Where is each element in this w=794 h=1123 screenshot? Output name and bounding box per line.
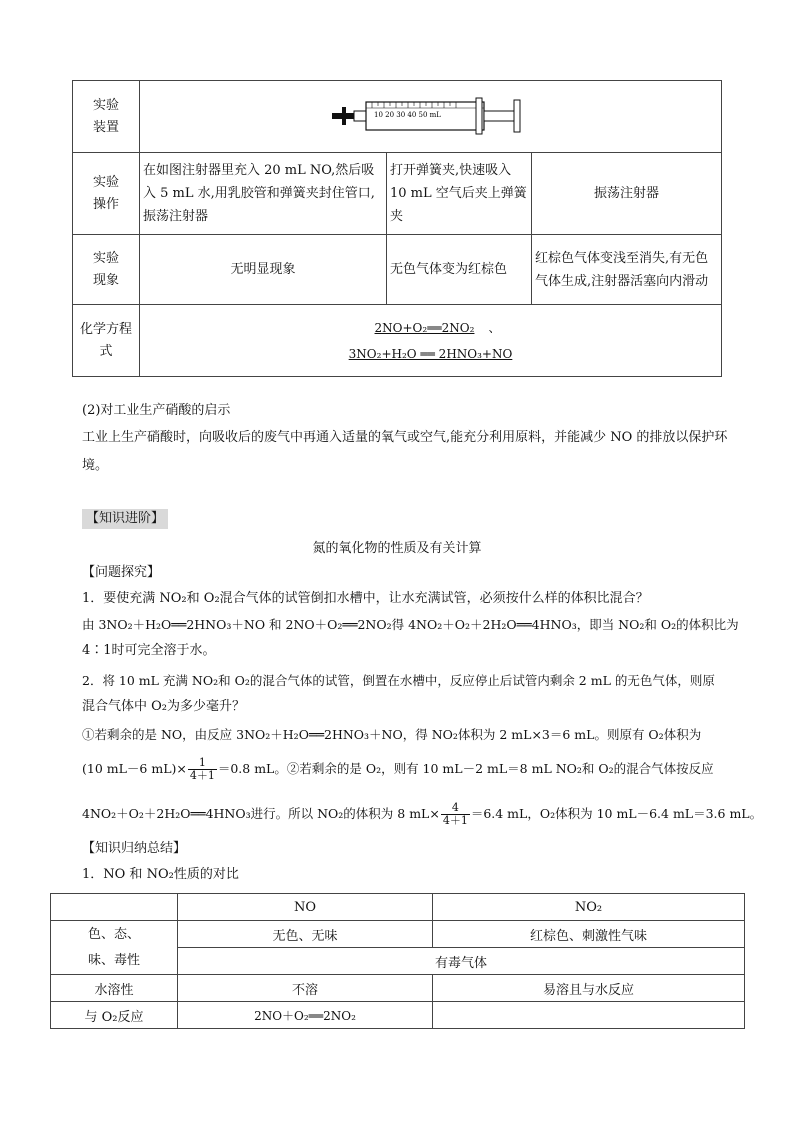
advanced-tag-wrap (82, 508, 742, 530)
phenomenon-1-text: 无明显现象 (230, 262, 296, 277)
phenomenon-3-text: 红棕色气体变浅至消失,有无色气体生成,注射器活塞向内滑动 (535, 250, 709, 289)
section2-heading: (2)对工业生产硝酸的启示 (82, 403, 231, 418)
phenomenon-2 (387, 235, 532, 305)
table2-row-o2-no2 (433, 1002, 745, 1029)
syringe-clip-head (342, 107, 346, 125)
table2-row-color-label-text: 色、态、味、毒性 (87, 926, 140, 968)
answer-1-line-2: 4∶1时可完全溶于水。 (82, 643, 216, 658)
answer-2-line-2-pre: (10 mL－6 mL)× (82, 761, 187, 776)
phenomenon-1 (140, 235, 387, 305)
fraction-2 (441, 802, 470, 827)
table2-row-solubility-no: 不溶 (178, 975, 433, 1002)
operation-step-1 (140, 153, 387, 235)
operation-step-3-text: 振荡注射器 (593, 186, 659, 201)
table2-header-no: NO (178, 894, 433, 921)
header-apparatus-text: 实验装置 (92, 97, 119, 135)
header-equation-text: 化学方程式 (79, 321, 132, 359)
fraction-2-num: 4 (441, 802, 470, 815)
table2-row-solubility-no2: 易溶且与水反应 (433, 975, 745, 1002)
summary-subheading: 1．NO 和 NO₂性质的对比 (82, 867, 239, 882)
table2-row-o2-no: 2NO＋O₂══2NO₂ (178, 1002, 433, 1029)
operation-step-1-text: 在如图注射器里充入 20 mL NO,然后吸入 5 mL 水,用乳胶管和弹簧夹封住管口,振荡注射器 (143, 163, 375, 224)
operation-step-3 (532, 153, 722, 235)
table2-row-color-label (51, 921, 178, 975)
section2-body: 工业上生产硝酸时，向吸收后的废气中再通入适量的氧气或空气,能充分利用原料，并能减少 NO 的排放以保护环境。 (82, 430, 728, 473)
equation-2: 3NO₂+H₂O ══ 2HNO₃+NO (348, 346, 513, 361)
equation-1: 2NO+O₂══2NO₂ (374, 320, 475, 335)
operation-step-2 (387, 153, 532, 235)
answer-2-line-2-post: ＝0.8 mL。②若剩余的是 O₂，则有 10 mL－2 mL＝8 mL NO₂和 O₂的混合气体按反应 (217, 761, 714, 776)
header-phenomenon-text: 实验现象 (92, 250, 119, 288)
advanced-tag: 【知识进阶】 (82, 509, 168, 529)
operation-step-2-text: 打开弹簧夹,快速吸入 10 mL 空气后夹上弹簧夹 (390, 163, 527, 224)
syringe-illustration (330, 94, 530, 140)
header-phenomenon (73, 235, 140, 305)
phenomenon-3 (532, 235, 722, 305)
header-operation (73, 153, 140, 235)
header-operation-text: 实验操作 (92, 174, 119, 212)
fraction-1-num: 1 (188, 757, 217, 770)
syringe-plunger-thumb (514, 100, 520, 132)
equation-1-suffix: 、 (488, 320, 501, 335)
table2-row-solubility-label: 水溶性 (51, 975, 178, 1002)
table2-header-no2: NO₂ (433, 894, 745, 921)
syringe-plunger-disk (476, 98, 482, 134)
header-equation (73, 305, 140, 377)
answer-2-line-3 (82, 797, 772, 831)
fraction-1-den: 4＋1 (189, 769, 215, 782)
table2-row-toxicity-shared: 有毒气体 (178, 948, 745, 975)
advanced-title: 氮的氧化物的性质及有关计算 (312, 541, 482, 556)
question-1: 1．要使充满 NO₂和 O₂混合气体的试管倒扣水槽中，让水充满试管，必须按什么样的体积比混合？ (82, 591, 649, 606)
equation-cell (140, 305, 722, 377)
question-2-line-1: 2．将 10 mL 充满 NO₂和 O₂的混合气体的试管，倒置在水槽中，反应停止后试管内剩余 2 mL 的无色气体，则原 (82, 673, 715, 688)
comparison-table (50, 893, 745, 1029)
table2-row-o2-label: 与 O₂反应 (51, 1002, 178, 1029)
syringe-scale-label: 10 20 30 40 50 mL (374, 111, 441, 119)
table2-row-color-no: 无色、无味 (178, 921, 433, 948)
summary-tag: 【知识归纳总结】 (82, 841, 187, 856)
explore-tag: 【问题探究】 (82, 565, 161, 580)
answer-2-line-3-pre: 4NO₂＋O₂＋2H₂O══4HNO₃进行。所以 NO₂的体积为 8 mL× (82, 806, 440, 821)
table2-header-empty (51, 894, 178, 921)
phenomenon-2-text: 无色气体变为红棕色 (390, 262, 508, 277)
syringe-plunger-rod (484, 111, 514, 121)
apparatus-cell (140, 81, 722, 153)
header-apparatus (73, 81, 140, 153)
answer-2-line-2 (82, 752, 762, 786)
answer-1-line-1: 由 3NO₂＋H₂O══2HNO₃＋NO 和 2NO＋O₂══2NO₂得 4NO₂＋O₂＋2H₂O══4HNO₃，即当 NO₂和 O₂的体积比为 (82, 617, 739, 632)
answer-2-line-3-post: ＝6.4 mL，O₂体积为 10 mL－6.4 mL＝3.6 mL。 (470, 806, 763, 821)
answer-2-line-1: ①若剩余的是 NO，由反应 3NO₂＋H₂O══2HNO₃＋NO，得 NO₂体积为 2 mL×3＝6 mL。则原有 O₂体积为 (82, 727, 702, 742)
table2-row-color-no2: 红棕色、刺激性气味 (433, 921, 745, 948)
syringe-tip (354, 111, 366, 121)
experiment-table (72, 80, 722, 377)
question-2-line-2: 混合气体中 O₂为多少毫升？ (82, 699, 246, 714)
fraction-2-den: 4＋1 (442, 814, 468, 827)
fraction-1 (188, 757, 217, 782)
